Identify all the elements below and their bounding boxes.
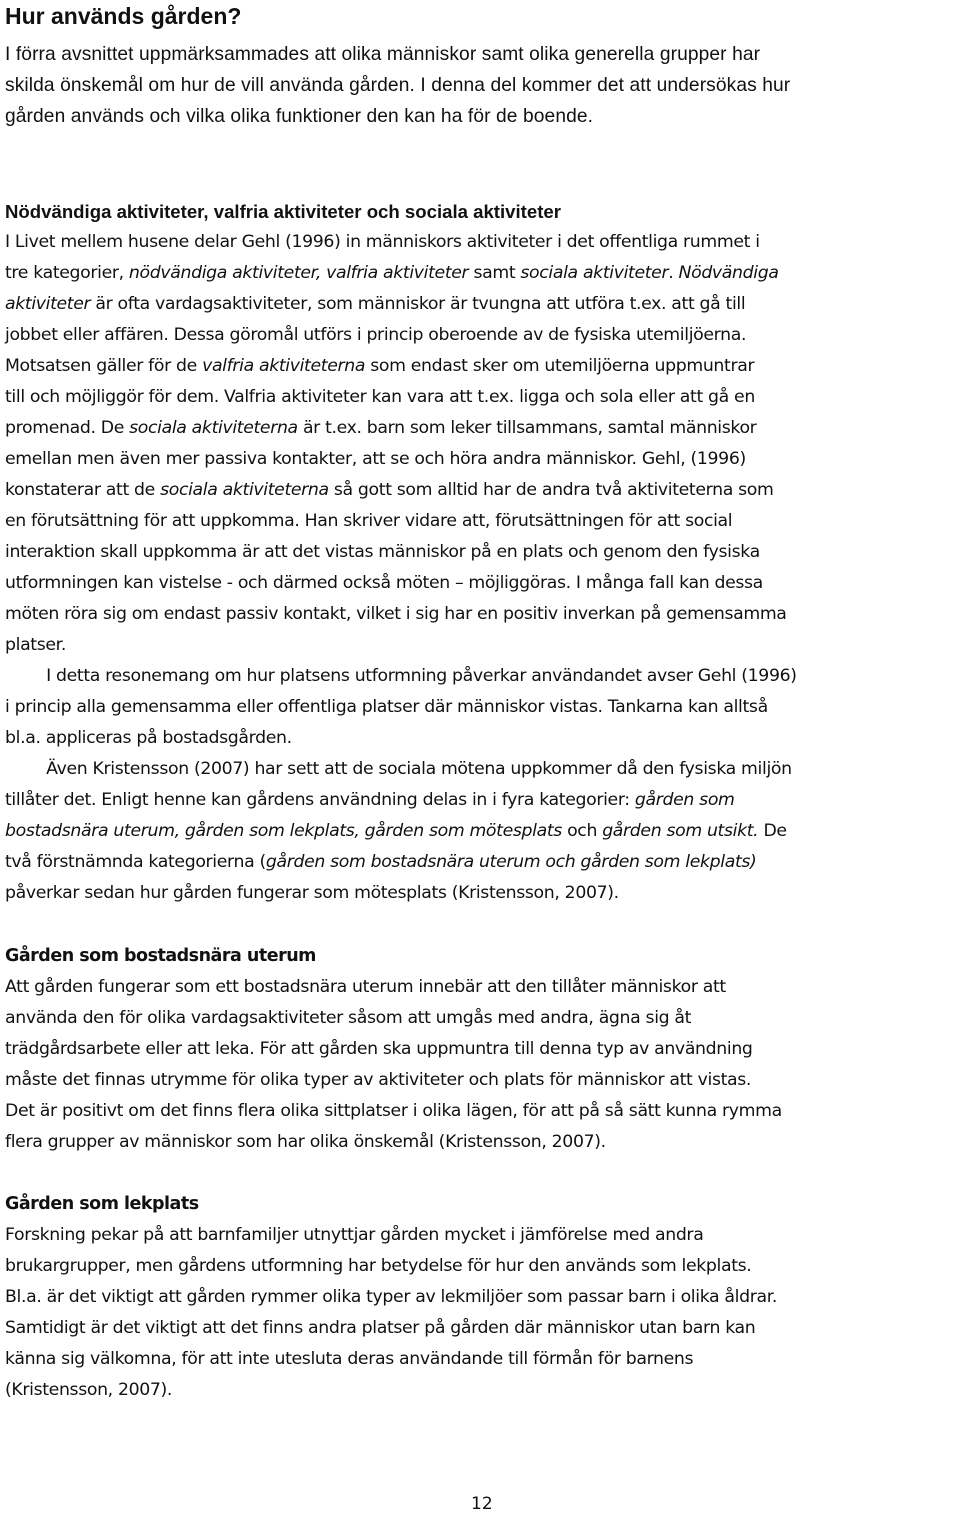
page-title: Hur används gården? — [5, 3, 242, 29]
paragraph-line: I Livet mellem husene delar Gehl (1996) in människors aktiviteter i det offentliga rummet i — [5, 232, 760, 252]
paragraph-line: konstaterar att de sociala aktiviteterna så gott som alltid har de andra två aktiviteterna som — [5, 480, 774, 500]
section-heading-uterum: Gården som bostadsnära uterum — [5, 946, 316, 966]
paragraph-line: promenad. De sociala aktiviteterna är t.ex. barn som leker tillsammans, samtal människor — [5, 418, 757, 438]
paragraph-line: jobbet eller affären. Dessa göromål utförs i princip oberoende av de fysiska utemiljöerna. — [5, 325, 747, 345]
paragraph-line: i princip alla gemensamma eller offentliga platser där människor vistas. Tankarna kan alltså — [5, 697, 768, 717]
intro-line: skilda önskemål om hur de vill använda gården. I denna del kommer det att undersökas hur — [5, 75, 791, 96]
paragraph-line: Det är positivt om det finns flera olika sittplatser i olika lägen, för att på så sätt kunna rymma — [5, 1101, 782, 1121]
paragraph-line: I detta resonemang om hur platsens utformning påverkar användandet avser Gehl (1996) — [5, 666, 797, 686]
paragraph-line: Forskning pekar på att barnfamiljer utnyttjar gården mycket i jämförelse med andra — [5, 1225, 704, 1245]
paragraph-line: bostadsnära uterum, gården som lekplats, gården som mötesplats och gården som utsikt. De — [5, 821, 787, 841]
section-lekplats — [5, 1189, 958, 1406]
activities-paragraph — [5, 227, 958, 909]
paragraph-line: använda den för olika vardagsaktiviteter såsom att umgås med andra, ägna sig åt — [5, 1008, 692, 1028]
paragraph-line: (Kristensson, 2007). — [5, 1380, 173, 1400]
page-number: 12 — [471, 1494, 493, 1514]
paragraph-line: aktiviteter är ofta vardagsaktiviteter, som människor är tvungna att utföra t.ex. att gå till — [5, 294, 746, 314]
paragraph-line: måste det finnas utrymme för olika typer av aktiviteter och plats för människor att vistas. — [5, 1070, 752, 1090]
section-uterum — [5, 941, 958, 1158]
paragraph-line: platser. — [5, 635, 66, 655]
paragraph-line: tre kategorier, nödvändiga aktiviteter, valfria aktiviteter samt sociala aktiviteter. Nödvändiga — [5, 263, 779, 283]
paragraph-line: till och möjliggör för dem. Valfria aktiviteter kan vara att t.ex. ligga och sola eller att gå en — [5, 387, 755, 407]
intro-line: gården används och vilka olika funktioner den kan ha för de boende. — [5, 106, 594, 127]
paragraph-line: flera grupper av människor som har olika önskemål (Kristensson, 2007). — [5, 1132, 606, 1152]
paragraph-line: två förstnämnda kategorierna (gården som bostadsnära uterum och gården som lekplats) — [5, 852, 757, 872]
paragraph-line: brukargrupper, men gårdens utformning har betydelse för hur den används som lekplats. — [5, 1256, 752, 1276]
lekplats-paragraph — [5, 1220, 958, 1406]
document-page — [5, 0, 958, 1519]
paragraph-line: Även Kristensson (2007) har sett att de sociala mötena uppkommer då den fysiska miljön — [5, 759, 792, 779]
section-activities — [5, 196, 958, 909]
paragraph-line: känna sig välkomna, för att inte utesluta deras användande till förmån för barnens — [5, 1349, 694, 1369]
paragraph-line: Samtidigt är det viktigt att det finns andra platser på gården där människor utan barn kan — [5, 1318, 756, 1338]
intro-paragraph — [5, 39, 958, 132]
paragraph-line: påverkar sedan hur gården fungerar som mötesplats (Kristensson, 2007). — [5, 883, 619, 903]
paragraph-line: bl.a. appliceras på bostadsgården. — [5, 728, 292, 748]
paragraph-line: tillåter det. Enligt henne kan gårdens användning delas in i fyra kategorier: gården som — [5, 790, 735, 810]
paragraph-line: Bl.a. är det viktigt att gården rymmer olika typer av lekmiljöer som passar barn i olika åldrar. — [5, 1287, 778, 1307]
paragraph-line: Motsatsen gäller för de valfria aktiviteterna som endast sker om utemiljöerna uppmuntrar — [5, 356, 755, 376]
intro-line: I förra avsnittet uppmärksammades att olika människor samt olika generella grupper har — [5, 44, 761, 65]
paragraph-line: interaktion skall uppkomma är att det vistas människor på en plats och genom den fysiska — [5, 542, 760, 562]
paragraph-line: trädgårdsarbete eller att leka. För att gården ska uppmuntra till denna typ av användning — [5, 1039, 753, 1059]
paragraph-line: emellan men även mer passiva kontakter, att se och höra andra människor. Gehl, (1996) — [5, 449, 746, 469]
section-heading-activities: Nödvändiga aktiviteter, valfria aktiviteter och sociala aktiviteter — [5, 201, 561, 222]
paragraph-line: en förutsättning för att uppkomma. Han skriver vidare att, förutsättningen för att social — [5, 511, 733, 531]
uterum-paragraph — [5, 972, 958, 1158]
paragraph-line: utformningen kan vistelse - och därmed också möten – möjliggöras. I många fall kan dessa — [5, 573, 763, 593]
paragraph-line: Att gården fungerar som ett bostadsnära uterum innebär att den tillåter människor att — [5, 977, 726, 997]
paragraph-line: möten röra sig om endast passiv kontakt, vilket i sig har en positiv inverkan på gemensamma — [5, 604, 787, 624]
section-heading-lekplats: Gården som lekplats — [5, 1194, 199, 1214]
